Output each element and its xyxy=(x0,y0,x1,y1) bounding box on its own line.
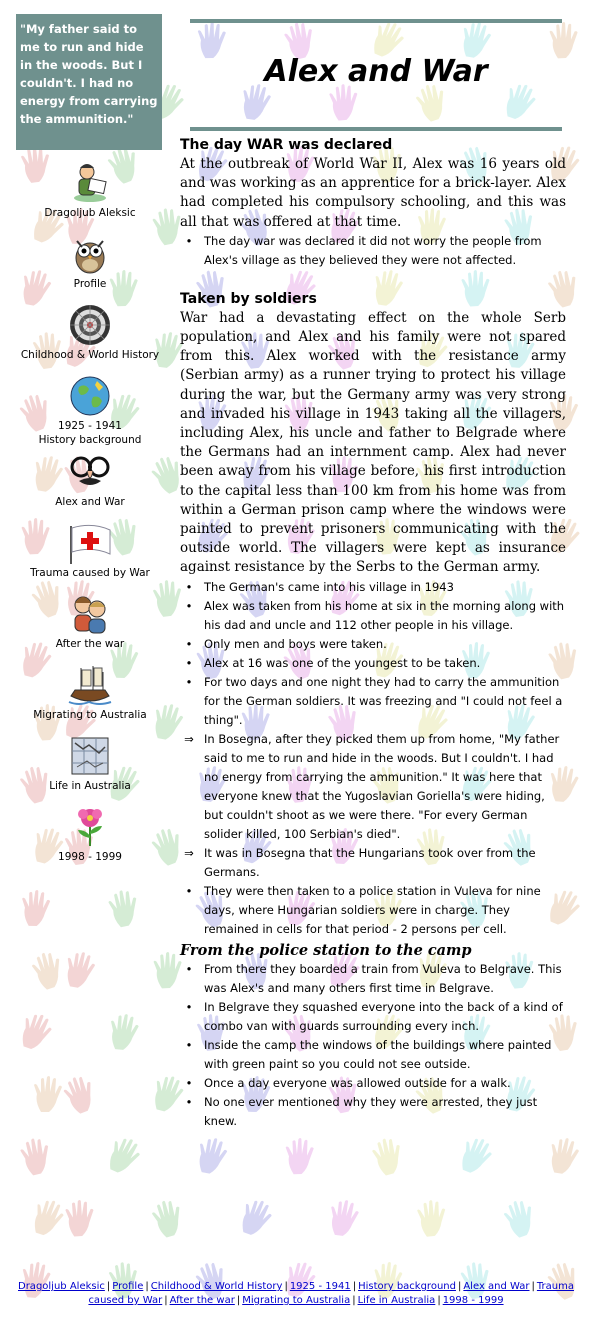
list-item-text: For two days and one night they had to carry the ammunition for the German soldiers. It was freezing and "I could not feel a thing". xyxy=(204,674,563,727)
nav-label: Childhood & World History xyxy=(20,349,160,361)
list-item xyxy=(180,998,566,1036)
bullet-icon: • xyxy=(185,883,193,898)
list-item xyxy=(180,232,566,270)
hand-print-decoration xyxy=(20,888,55,929)
arrow-right-icon: ⇒ xyxy=(184,845,194,860)
nav-label: Trauma caused by War xyxy=(30,567,150,579)
footer-link[interactable]: Dragoljub Aleksic xyxy=(18,1281,105,1292)
hand-print-decoration xyxy=(32,1074,66,1114)
list-item xyxy=(180,1036,566,1074)
section-heading-police-station: From the police station to the camp xyxy=(180,941,472,959)
hand-print-decoration xyxy=(498,1194,543,1243)
list-item-text: Alex was taken from his home at six in the morning along with his dad and uncle and 112 other people in his village. xyxy=(204,598,565,632)
list-item xyxy=(180,673,566,730)
nav-item-8[interactable] xyxy=(14,733,166,804)
map-icon xyxy=(67,733,113,779)
footer-separator: | xyxy=(352,1295,356,1306)
nav-label: Dragoljub Aleksic xyxy=(44,207,136,219)
hand-print-decoration xyxy=(16,1133,58,1180)
footer-links xyxy=(14,1280,578,1308)
nav-item-9[interactable] xyxy=(14,804,166,875)
arrow-right-icon: ⇒ xyxy=(184,731,194,746)
owl-icon xyxy=(67,231,113,277)
list-item-text: No one ever mentioned why they were arrested, they just knew. xyxy=(204,1094,538,1128)
hand-print-decoration xyxy=(367,1132,410,1179)
taken-by-soldiers-list xyxy=(180,578,566,939)
footer-separator: | xyxy=(236,1295,241,1306)
list-item xyxy=(180,730,566,844)
list-item xyxy=(180,654,566,673)
list-item xyxy=(180,1074,566,1093)
list-item-text: The German's came into his village in 1943 xyxy=(204,579,454,594)
list-item-text: It was in Bosegna that the Hungarians took over from the Germans. xyxy=(204,845,536,879)
footer-link[interactable]: Life in Australia xyxy=(357,1295,436,1306)
quote-box xyxy=(16,14,162,150)
nav-label: 1998 - 1999 xyxy=(58,851,122,863)
hand-print-decoration xyxy=(414,1196,452,1239)
bullet-icon: • xyxy=(185,674,193,689)
list-item xyxy=(180,1093,566,1131)
list-item-text: Inside the camp the windows of the buildings where painted with green paint so you could not see outside. xyxy=(204,1037,552,1071)
main-content xyxy=(180,136,566,1131)
bullet-icon: • xyxy=(185,999,193,1014)
section-heading-war-declared: The day WAR was declared xyxy=(180,137,393,153)
footer-separator: | xyxy=(164,1295,168,1306)
ship-icon xyxy=(67,662,113,708)
title-rule xyxy=(190,127,562,131)
nav-label: Life in Australia xyxy=(49,780,131,792)
list-item xyxy=(180,844,566,882)
bullet-icon: • xyxy=(185,579,193,594)
nav-item-7[interactable] xyxy=(14,662,166,733)
list-item-text: In Bosegna, after they picked them up from home, "My father said to me to run and hide in the woods. But I couldn't. I had no energy from carrying the ammunition." It was here that everyone knew that the Yugoslavian Goriella's were hiding, but couldn't shoot as we were there. "For every German solider killed, 100 Serbian's died". xyxy=(204,731,560,841)
hand-print-decoration xyxy=(234,1193,280,1242)
hand-print-decoration xyxy=(326,1196,365,1240)
hand-print-decoration xyxy=(104,885,146,931)
red-cross-flag-icon xyxy=(67,520,113,566)
globe-icon xyxy=(67,373,113,419)
quote-text: "My father said to me to run and hide in the woods. But I couldn't. I had no energy from carrying the ammunition." xyxy=(20,22,158,126)
footer-separator: | xyxy=(106,1281,111,1292)
section-heading-taken-by-soldiers: Taken by soldiers xyxy=(180,290,317,307)
list-item-text: In Belgrave they squashed everyone into the back of a kind of combo van with guards surrounding every inch. xyxy=(204,999,563,1033)
nav-label: After the war xyxy=(55,638,125,650)
bullet-icon: • xyxy=(185,1037,193,1052)
nav-label: Profile xyxy=(73,278,107,290)
section-paragraph-war-declared: At the outbreak of World War II, Alex was 16 years old and was working as an apprentice for a brick-layer. Alex had completed his compulsory schooling, and this was all that was offered at that time. xyxy=(180,156,567,230)
bullet-icon: • xyxy=(185,233,193,248)
dartboard-icon xyxy=(67,302,113,348)
list-item xyxy=(180,597,566,635)
nav-item-0[interactable] xyxy=(14,160,166,231)
nav-item-2[interactable] xyxy=(14,302,166,373)
bullet-icon: • xyxy=(185,1075,193,1090)
hand-print-decoration xyxy=(192,1133,233,1179)
footer-link[interactable]: Trauma caused by War xyxy=(88,1281,574,1306)
footer-link[interactable]: History background xyxy=(358,1281,456,1292)
footer-separator: | xyxy=(284,1281,288,1292)
footer-link[interactable]: 1925 - 1941 xyxy=(289,1281,351,1292)
list-item-text: The day war was declared it did not worry the people from Alex's village as they believed they were not affected. xyxy=(204,233,542,267)
list-item-text: Alex at 16 was one of the youngest to be taken. xyxy=(204,655,481,670)
war-declared-list xyxy=(180,232,566,270)
top-rule xyxy=(190,19,562,23)
nav-item-5[interactable] xyxy=(14,520,166,591)
footer-link[interactable]: Profile xyxy=(112,1281,144,1292)
page-title: Alex and War xyxy=(264,54,488,89)
nav-item-1[interactable] xyxy=(14,231,166,302)
footer-separator: | xyxy=(531,1281,535,1292)
side-navigation xyxy=(14,160,166,875)
footer-link[interactable]: 1998 - 1999 xyxy=(442,1295,504,1306)
bullet-icon: • xyxy=(185,598,193,613)
nav-item-3[interactable] xyxy=(14,373,166,449)
bullet-icon: • xyxy=(185,655,193,670)
person-reading-icon xyxy=(67,160,113,206)
footer-separator: | xyxy=(437,1295,441,1306)
list-item xyxy=(180,882,566,939)
section-paragraph-taken-by-soldiers: War had a devastating effect on the whole Serb population, and Alex and his family were not spared from this. Alex worked with the resistance army (Serbian army) as a runner trying to protect his village during the war, but the Germany army was very strong and invaded his village in 1943 taking all the villagers, including Alex, his uncle and father to Belgrade where the Germans had an internment camp. Alex had never been away from his village before, his first introduction to the capital less than 100 km from his home was from within a German prison camp where the windows were painted to prevent prisoners communicating with the outside world. The villagers were kept as insurance against resistance by the Serbs to the German army. xyxy=(180,309,566,576)
list-item-text: They were then taken to a police station in Vuleva for nine days, where Hungarian soldiers were in charge. They remained in cells for that period - 2 persons per cell. xyxy=(204,883,541,936)
disguise-glasses-icon xyxy=(67,449,113,495)
couple-icon xyxy=(67,591,113,637)
nav-label: Alex and War xyxy=(55,496,125,508)
flower-icon xyxy=(67,804,113,850)
bullet-icon: • xyxy=(185,1094,193,1109)
bullet-icon: • xyxy=(185,636,193,651)
nav-item-6[interactable] xyxy=(14,591,166,662)
hand-print-decoration xyxy=(545,1134,585,1179)
footer-link[interactable]: Childhood & World History xyxy=(150,1281,283,1292)
list-item-text: Once a day everyone was allowed outside for a walk. xyxy=(204,1075,511,1090)
hand-print-decoration xyxy=(106,1010,144,1053)
footer-link[interactable]: Migrating to Australia xyxy=(242,1295,351,1306)
hand-print-decoration xyxy=(454,1131,501,1181)
nav-label: Migrating to Australia xyxy=(33,709,147,721)
footer-separator: | xyxy=(145,1281,149,1292)
hand-print-decoration xyxy=(14,1008,59,1057)
hand-print-decoration xyxy=(101,1131,148,1181)
nav-label: 1925 - 1941 History background xyxy=(38,420,142,446)
list-item xyxy=(180,578,566,597)
hand-print-decoration xyxy=(147,1194,191,1242)
nav-item-4[interactable] xyxy=(14,449,166,520)
police-station-list xyxy=(180,960,566,1131)
hand-print-decoration xyxy=(283,1135,318,1176)
list-item-text: From there they boarded a train from Vuleva to Belgrave. This was Alex's and many others first time in Belgrave. xyxy=(204,961,562,995)
footer-separator: | xyxy=(457,1281,462,1292)
list-item-text: Only men and boys were taken. xyxy=(204,636,387,651)
footer-link[interactable]: After the war xyxy=(169,1295,235,1306)
list-item xyxy=(180,635,566,654)
footer-separator: | xyxy=(352,1281,357,1292)
bullet-icon: • xyxy=(185,961,193,976)
list-item xyxy=(180,960,566,998)
footer-link[interactable]: Alex and War xyxy=(463,1281,530,1292)
